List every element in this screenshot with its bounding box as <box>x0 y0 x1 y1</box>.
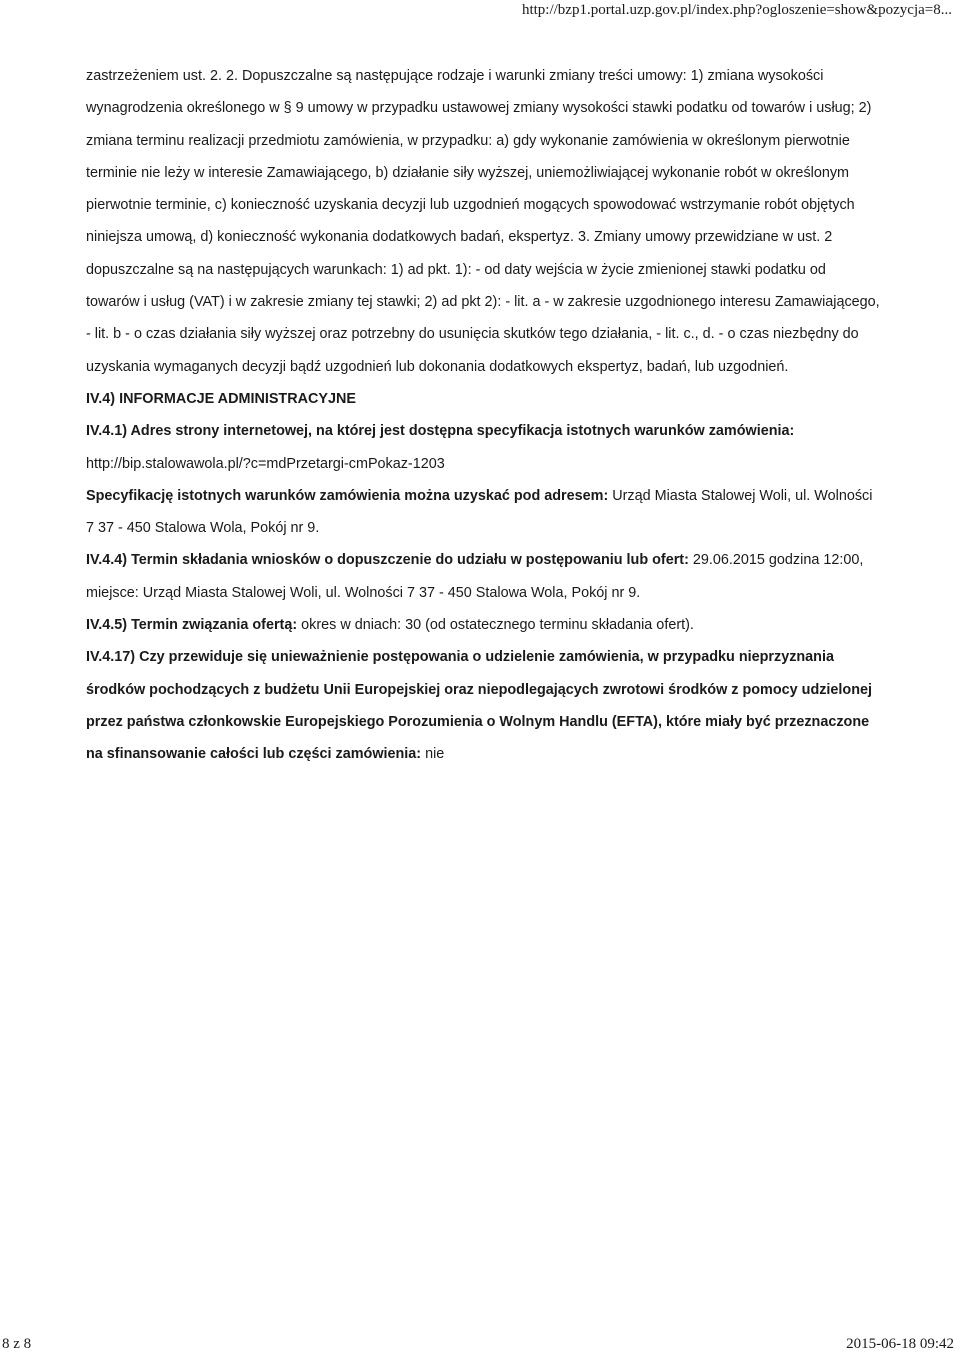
item-4-17-value: nie <box>425 746 445 763</box>
spec-address-label: Specyfikację istotnych warunków zamówienia można uzyskać pod adresem: <box>86 487 609 504</box>
item-4-5-value: okres w dniach: 30 (od ostatecznego terminu składania ofert). <box>301 617 694 634</box>
item-4-5 <box>86 609 882 641</box>
section-title: IV.4) INFORMACJE ADMINISTRACYJNE <box>86 390 356 407</box>
item-4-4 <box>86 544 882 609</box>
item-4-1-link[interactable]: http://bip.stalowawola.pl/?c=mdPrzetargi-cmPokaz-1203 <box>86 455 445 472</box>
print-footer-page: 8 z 8 <box>2 1336 32 1352</box>
conditions-paragraph: zastrzeżeniem ust. 2. 2. Dopuszczalne są następujące rodzaje i warunki zmiany treści umowy: 1) zmiana wysokości wynagrodzenia określonego w § 9 umowy w przypadku ustawowej zmiany wysokości stawki podatku od towarów i usług; 2) zmiana terminu realizacji przedmiotu zamówienia, w przypadku: a) gdy wykonanie zamówienia w określonym pierwotnie terminie nie leży w interesie Zamawiającego, b) działanie siły wyższej, uniemożliwiającej wykonanie robót w określonym pierwotnie terminie, c) konieczność uzyskania decyzji lub uzgodnień mogących spowodować wstrzymanie robót objętych niniejsza umową, d) konieczność wykonania dodatkowych badań, ekspertyz. 3. Zmiany umowy przewidziane w ust. 2 dopuszczalne są na następujących warunkach: 1) ad pkt. 1): - od daty wejścia w życie zmienionej stawki podatku od towarów i usług (VAT) i w zakresie zmiany tej stawki; 2) ad pkt 2): - lit. a - w zakresie uzgodnionego interesu Zamawiającego, - lit. b - o czas działania siły wyższej oraz potrzebny do usunięcia skutków tego działania, - lit. c., d. - o czas niezbędny do uzyskania wymaganych decyzji bądź uzgodnień lub dokonania dodatkowych ekspertyz, badań, lub uzgodnień. <box>86 68 880 375</box>
spec-address <box>86 480 882 545</box>
item-4-4-value: 29.06.2015 godzina 12:00, miejsce: Urząd Miasta Stalowej Woli, ul. Wolności 7 37 - 450 Stalowa Wola, Pokój nr 9. <box>86 552 864 601</box>
item-4-17 <box>86 641 882 770</box>
item-4-4-label: IV.4.4) Termin składania wniosków o dopuszczenie do udziału w postępowaniu lub ofert: <box>86 552 689 569</box>
item-4-5-label: IV.4.5) Termin związania ofertą: <box>86 617 298 634</box>
item-4-1 <box>86 415 882 480</box>
spec-address-value: Urząd Miasta Stalowej Woli, ul. Wolności 7 37 - 450 Stalowa Wola, Pokój nr 9. <box>86 487 873 537</box>
document-body <box>86 60 882 771</box>
print-footer-datetime: 2015-06-18 09:42 <box>846 1336 954 1352</box>
item-4-17-label: IV.4.17) Czy przewiduje się unieważnienie postępowania o udzielenie zamówienia, w przypadku nieprzyznania środków pochodzących z budżetu Unii Europejskiej oraz niepodlegających zwrotowi środków z pomocy udzielonej przez państwa członkowskie Europejskiego Porozumienia o Wolnym Handlu (EFTA), które miały być przeznaczone na sfinansowanie całości lub części zamówienia: <box>86 649 873 763</box>
item-4-1-label: IV.4.1) Adres strony internetowej, na której jest dostępna specyfikacja istotnych warunków zamówienia: <box>86 423 795 440</box>
print-header-url: http://bzp1.portal.uzp.gov.pl/index.php?ogloszenie=show&pozycja=8... <box>521 2 952 18</box>
